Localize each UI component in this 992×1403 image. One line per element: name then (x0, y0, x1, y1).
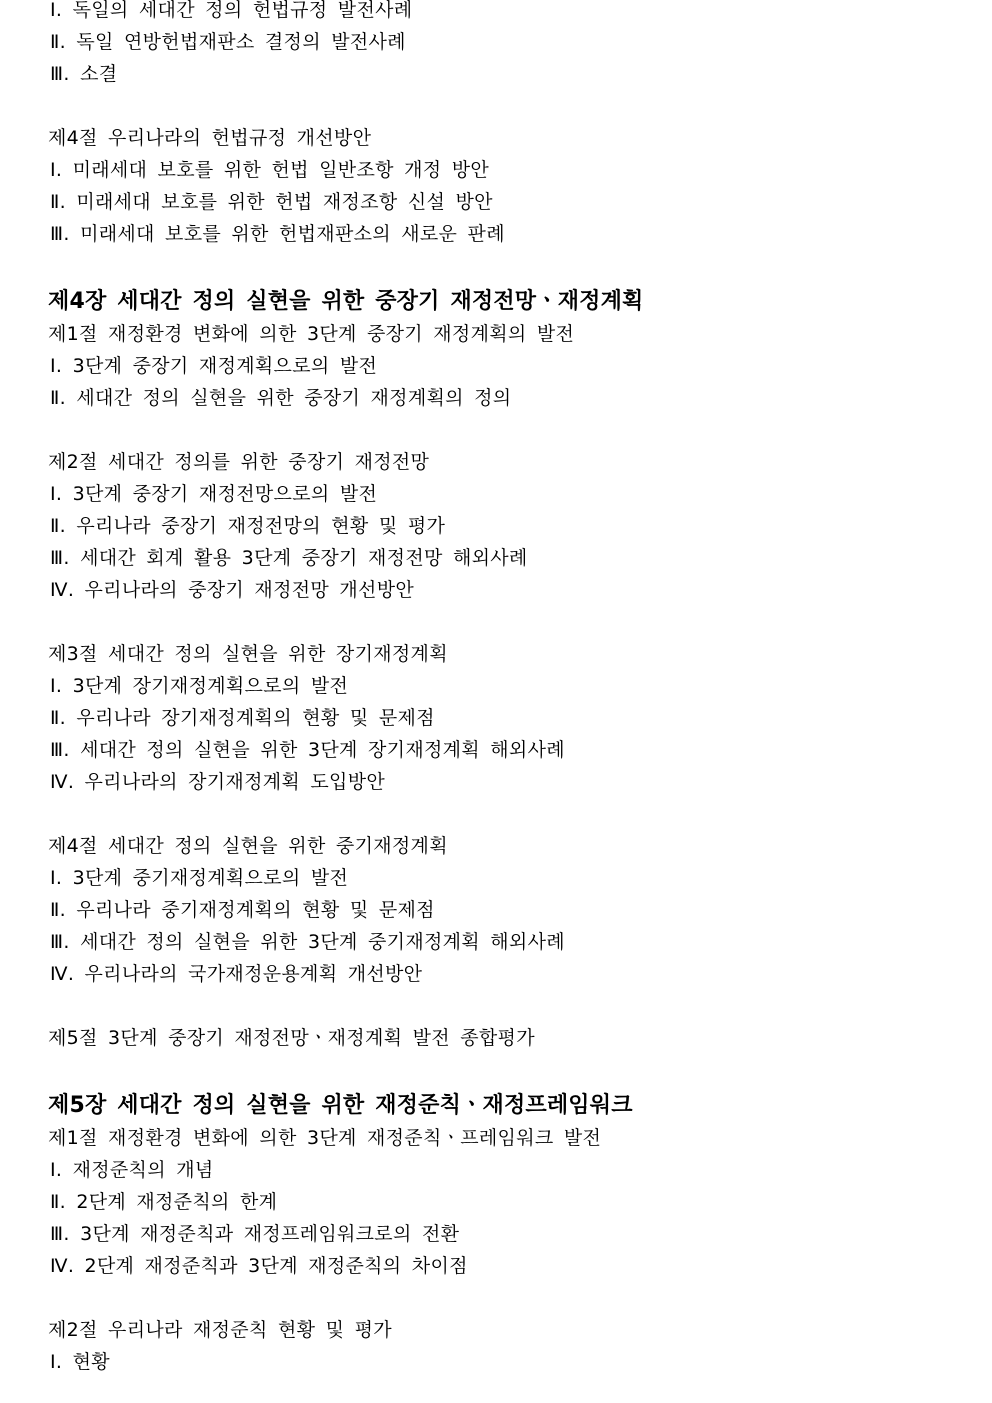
blank-line (48, 993, 948, 1025)
toc-item: Ⅰ. 3단계 중기재정계획으로의 발전 (50, 867, 349, 889)
section-heading: 제4절 세대간 정의 실현을 위한 중기재정계획 (48, 835, 448, 857)
blank-line (48, 253, 948, 285)
toc-item: Ⅰ. 독일의 세대간 정의 헌법규정 발전사례 (50, 0, 413, 21)
toc-item: Ⅰ. 3단계 중장기 재정전망으로의 발전 (50, 483, 378, 505)
toc-item: Ⅲ. 미래세대 보호를 위한 헌법재판소의 새로운 판례 (50, 223, 505, 245)
toc-item: Ⅱ. 미래세대 보호를 위한 헌법 재정조항 신설 방안 (50, 191, 493, 213)
section-heading: 제2절 우리나라 재정준칙 현황 및 평가 (48, 1319, 392, 1341)
toc-item: Ⅲ. 소결 (50, 63, 118, 85)
section-heading: 제2절 세대간 정의를 위한 중장기 재정전망 (48, 451, 430, 473)
toc-item: Ⅱ. 2단계 재정준칙의 한계 (50, 1191, 278, 1213)
toc-item: Ⅲ. 세대간 회계 활용 3단계 중장기 재정전망 해외사례 (50, 547, 528, 569)
toc-item: Ⅱ. 독일 연방헌법재판소 결정의 발전사례 (50, 31, 406, 53)
section-heading: 제1절 재정환경 변화에 의한 3단계 재정준칙ㆍ프레임워크 발전 (48, 1127, 602, 1149)
blank-line (48, 93, 948, 125)
toc-item: Ⅲ. 세대간 정의 실현을 위한 3단계 장기재정계획 해외사례 (50, 739, 565, 761)
chapter-heading: 제5장 세대간 정의 실현을 위한 재정준칙ㆍ재정프레임워크 (48, 1093, 633, 1118)
toc-item: Ⅱ. 우리나라 장기재정계획의 현황 및 문제점 (50, 707, 435, 729)
section-heading: 제1절 재정환경 변화에 의한 3단계 중장기 재정계획의 발전 (48, 323, 575, 345)
blank-line (48, 1057, 948, 1089)
section-heading: 제3절 세대간 정의 실현을 위한 장기재정계획 (48, 643, 448, 665)
blank-line (48, 609, 948, 641)
blank-line (48, 1285, 948, 1317)
toc-item: Ⅳ. 우리나라의 국가재정운용계획 개선방안 (50, 963, 423, 985)
toc-item: Ⅰ. 현황 (50, 1351, 110, 1373)
section-heading: 제5절 3단계 중장기 재정전망ㆍ재정계획 발전 종합평가 (48, 1027, 535, 1049)
toc-item: Ⅰ. 3단계 장기재정계획으로의 발전 (50, 675, 349, 697)
toc-item: Ⅰ. 미래세대 보호를 위한 헌법 일반조항 개정 방안 (50, 159, 490, 181)
toc-page (48, 0, 948, 1381)
blank-line (48, 417, 948, 449)
toc-item: Ⅲ. 3단계 재정준칙과 재정프레임워크로의 전환 (50, 1223, 460, 1245)
toc-item: Ⅳ. 2단계 재정준칙과 3단계 재정준칙의 차이점 (50, 1255, 468, 1277)
toc-item: Ⅲ. 세대간 정의 실현을 위한 3단계 중기재정계획 해외사례 (50, 931, 565, 953)
toc-item: Ⅱ. 우리나라 중장기 재정전망의 현황 및 평가 (50, 515, 446, 537)
toc-item: Ⅰ. 재정준칙의 개념 (50, 1159, 214, 1181)
section-heading: 제4절 우리나라의 헌법규정 개선방안 (48, 127, 372, 149)
toc-item: Ⅱ. 우리나라 중기재정계획의 현황 및 문제점 (50, 899, 435, 921)
chapter-heading: 제4장 세대간 정의 실현을 위한 중장기 재정전망ㆍ재정계획 (48, 289, 644, 314)
toc-item: Ⅰ. 3단계 중장기 재정계획으로의 발전 (50, 355, 378, 377)
toc-item: Ⅳ. 우리나라의 중장기 재정전망 개선방안 (50, 579, 414, 601)
blank-line (48, 801, 948, 833)
toc-item: Ⅱ. 세대간 정의 실현을 위한 중장기 재정계획의 정의 (50, 387, 512, 409)
toc-item: Ⅳ. 우리나라의 장기재정계획 도입방안 (50, 771, 386, 793)
